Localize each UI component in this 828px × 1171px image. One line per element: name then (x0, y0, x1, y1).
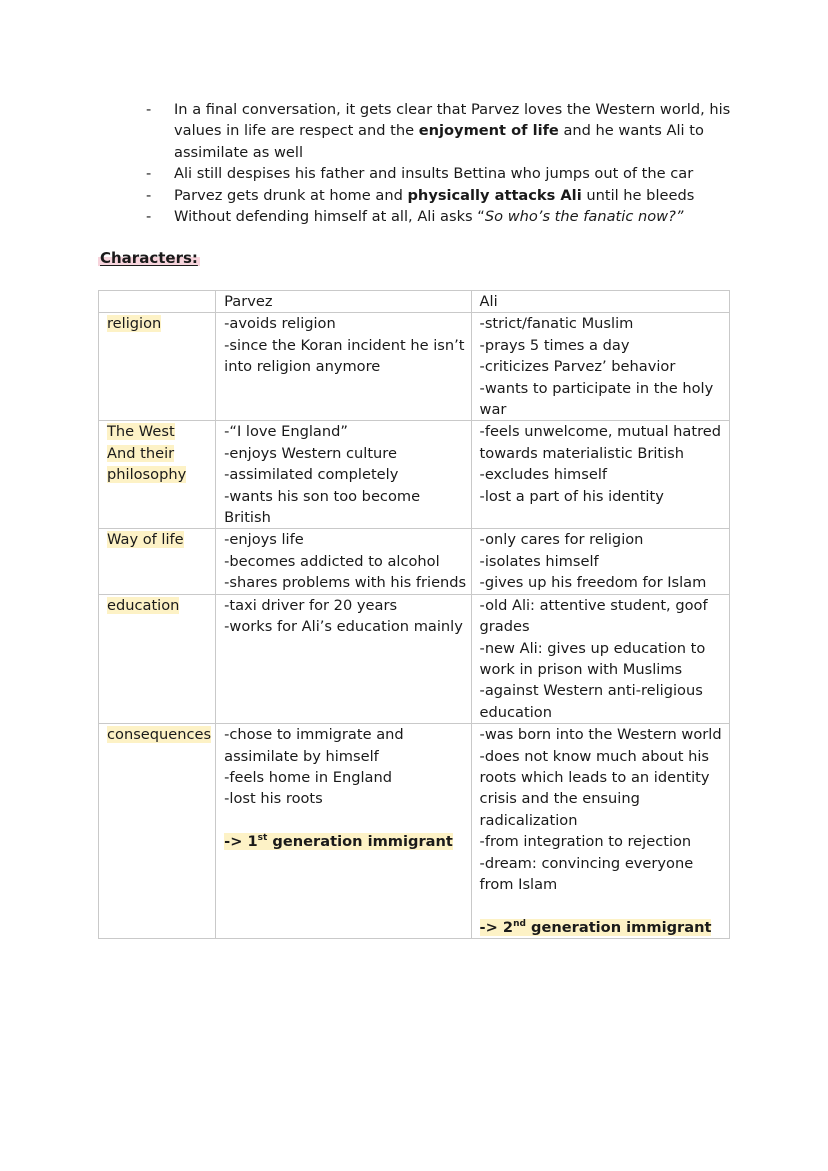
cell-line: -assimilated completely (224, 466, 399, 484)
spacer (480, 895, 725, 916)
cell-line: -becomes addicted to alcohol (224, 552, 440, 570)
cell-line: -strict/fanatic Muslim (479, 315, 634, 333)
conclusion-suffix: generation immigrant (525, 918, 712, 936)
bullet-dash: - (146, 165, 152, 183)
bullet-text: Without defending himself at all, Ali asks “ (174, 208, 485, 226)
ali-cell (471, 594, 729, 723)
bullet-item (146, 99, 746, 163)
category-label: Way of life (107, 531, 184, 549)
cell-line: -enjoys life (224, 531, 304, 549)
category-label: religion (107, 315, 162, 333)
cell-line: -dream: convincing everyone from Islam (479, 854, 694, 893)
cell-line: -from integration to rejection (479, 833, 692, 851)
bullet-item (146, 185, 746, 206)
table-row (99, 421, 730, 529)
bullet-item (146, 163, 746, 184)
category-cell (99, 313, 216, 421)
conclusion-ordinal: nd (513, 918, 526, 929)
parvez-cell (216, 313, 471, 421)
conclusion-prefix: -> 1 (224, 833, 258, 851)
table-row (99, 594, 730, 723)
bullet-dash: - (146, 186, 152, 204)
cell-line: -does not know much about his roots which leads to an identity crisis and the ensuing radicalization (479, 747, 710, 829)
ali-conclusion (480, 919, 712, 936)
table-row (99, 724, 730, 939)
cell-line: -lost a part of his identity (479, 487, 664, 505)
cell-line: -enjoys Western culture (224, 444, 397, 462)
conclusion-ordinal: st (257, 833, 268, 844)
cell-line: -old Ali: attentive student, goof grades (479, 596, 708, 636)
category-cell (99, 594, 216, 723)
cell-line: -shares problems with his friends (224, 574, 467, 592)
conclusion-suffix: generation immigrant (267, 833, 453, 851)
category-cell (99, 724, 216, 939)
spacer (224, 810, 466, 831)
header-cell-ali: Ali (471, 291, 729, 313)
cell-line: -criticizes Parvez’ behavior (479, 358, 676, 376)
bullet-text: Ali still despises his father and insults Bettina who jumps out of the car (174, 165, 694, 183)
table-row (99, 529, 730, 594)
table-header-row (99, 291, 730, 313)
cell-line: -new Ali: gives up education to work in prison with Muslims (479, 639, 706, 678)
category-label: education (107, 596, 180, 614)
category-label: The West (107, 423, 175, 441)
cell-line: -since the Koran incident he isn’t into religion anymore (224, 336, 465, 376)
cell-line: -avoids religion (224, 315, 336, 333)
table-row (99, 313, 730, 421)
header-cell-parvez: Parvez (216, 291, 471, 313)
bullet-text: Parvez gets drunk at home and (174, 186, 408, 204)
bullet-item (146, 206, 746, 227)
cell-line: -chose to immigrate and assimilate by himself (224, 726, 404, 765)
cell-line: -prays 5 times a day (479, 336, 630, 354)
bullet-text: In a final conversation, it gets clear that Parvez loves the Western world, his values in life are respect and the (174, 101, 731, 140)
parvez-cell (216, 529, 471, 594)
cell-line: -against Western anti-religious education (479, 682, 703, 721)
header-cell-empty (99, 291, 216, 313)
bullet-dash: - (146, 101, 152, 118)
category-cell (99, 421, 216, 529)
bullet-text: and he wants Ali to assimilate as well (174, 122, 704, 161)
cell-line: -excludes himself (479, 466, 608, 484)
conclusion-prefix: -> 2 (479, 918, 514, 936)
category-label: philosophy (107, 466, 187, 484)
ali-cell (471, 529, 729, 594)
cell-line: -gives up his freedom for Islam (479, 574, 707, 592)
cell-line: -lost his roots (224, 790, 323, 808)
cell-line: -wants his son too become British (224, 487, 421, 527)
bullet-quote-text: So who’s the fanatic now?” (484, 208, 684, 226)
parvez-cell (216, 421, 471, 529)
section-heading (98, 249, 200, 267)
parvez-conclusion (224, 833, 453, 850)
cell-line: -wants to participate in the holy war (479, 379, 714, 419)
cell-line: -feels home in England (224, 768, 392, 786)
category-cell (99, 529, 216, 594)
bullet-dash: - (146, 208, 152, 226)
cell-line: -“I love England” (224, 423, 348, 441)
bullet-bold-text: enjoyment of life (418, 122, 559, 140)
cell-line: -taxi driver for 20 years (224, 596, 398, 614)
ali-cell (471, 421, 729, 529)
bullet-text: until he bleeds (581, 186, 695, 204)
cell-line: -isolates himself (479, 552, 599, 570)
cell-line: -was born into the Western world (479, 726, 722, 744)
cell-line: -feels unwelcome, mutual hatred towards materialistic British (479, 423, 722, 462)
ali-cell (471, 313, 729, 421)
characters-table (98, 290, 730, 939)
category-label: And their (107, 444, 175, 462)
category-label: consequences (107, 726, 212, 744)
ali-cell (471, 724, 729, 939)
summary-bullet-list (146, 99, 746, 227)
cell-line: -only cares for religion (479, 531, 644, 549)
cell-line: -works for Ali’s education mainly (224, 618, 463, 636)
section-heading-text: Characters: (100, 249, 198, 267)
parvez-cell (216, 594, 471, 723)
parvez-cell (216, 724, 471, 939)
bullet-bold-text: physically attacks Ali (407, 186, 582, 204)
